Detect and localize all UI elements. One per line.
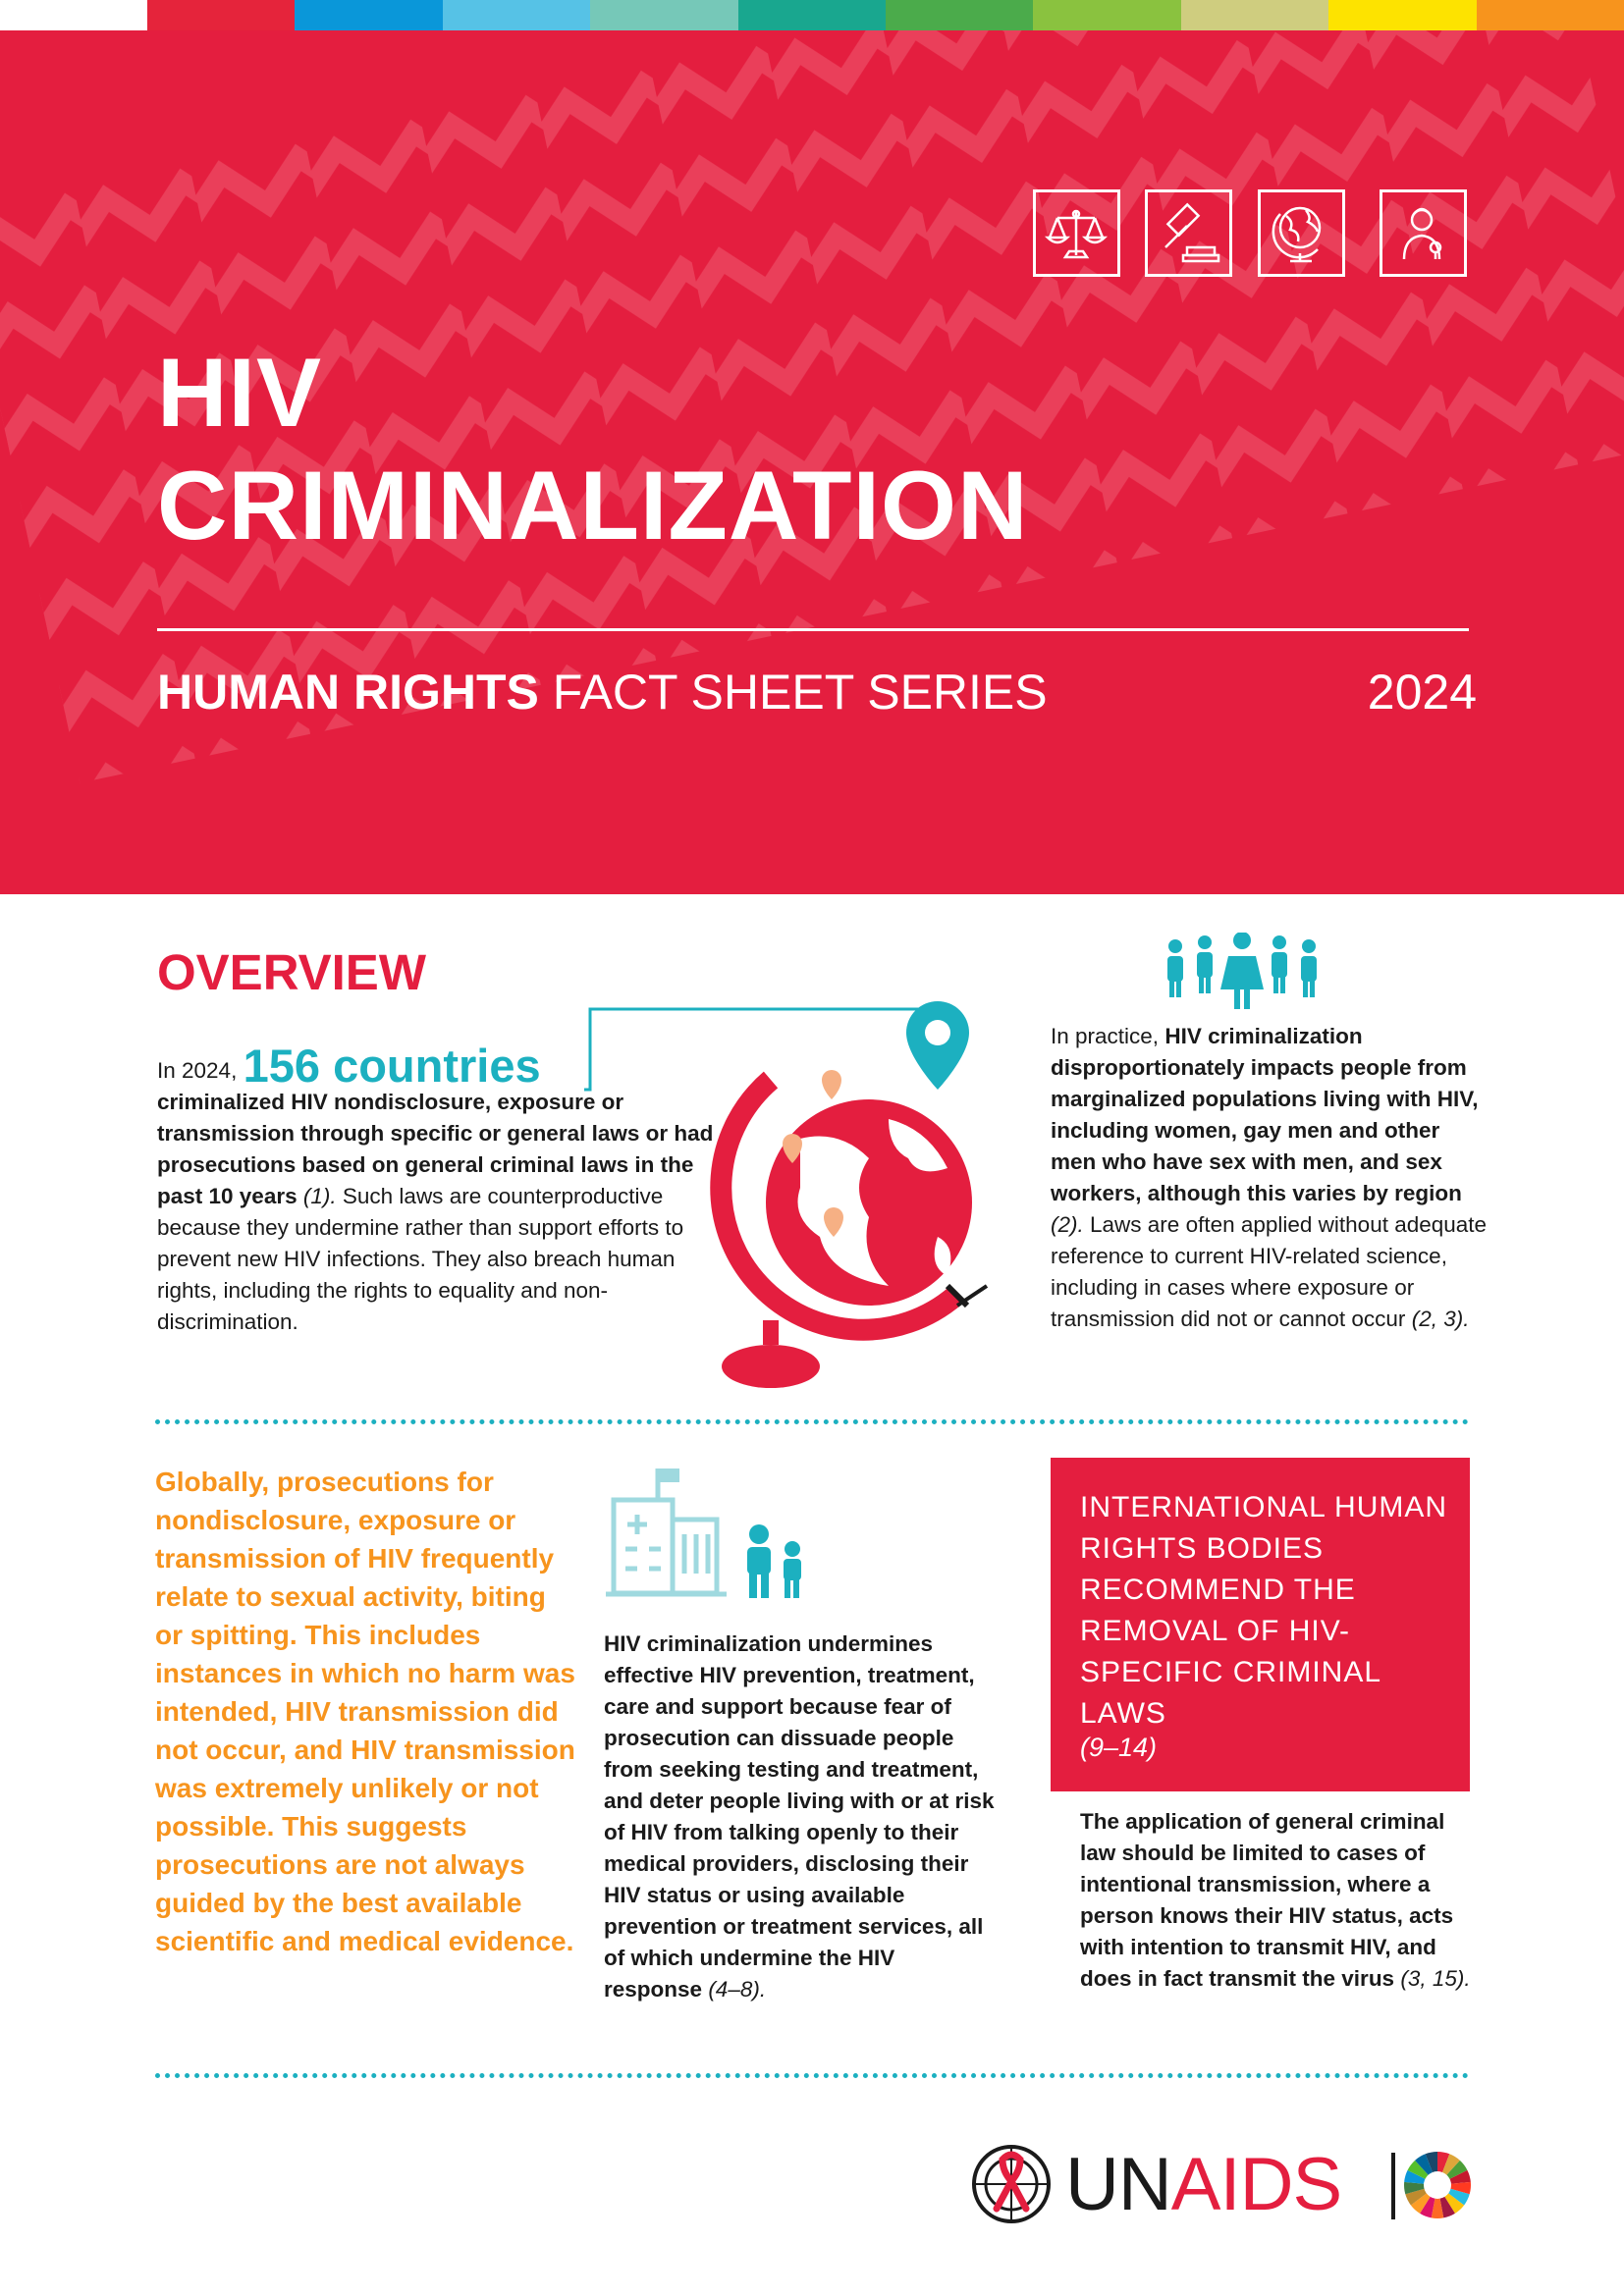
person-icon: [1380, 189, 1467, 277]
series-label-light: FACT SHEET SERIES: [538, 665, 1048, 720]
recommend-text: The application of general criminal law should be limited to cases of intentional transmission, where a person knows their HIV status, acts with intention to transmit HIV, and does in fact transmit the virus: [1080, 1809, 1454, 1991]
connector-line: [584, 1009, 923, 1090]
gavel-icon: [1145, 189, 1232, 277]
globally-callout: Globally, prosecutions for nondisclosure, exposure or transmission of HIV frequently relate to sexual activity, biting or spitting. This includes instances in which no harm was intended, HIV transmission did not occur, and HIV transmission was extremely unlikely or not possible. This suggests prosecutions are not always guided by the best available scientific and medical evidence.: [155, 1467, 575, 1956]
stripe-segment: [738, 0, 886, 30]
practice-rest: Laws are often applied without adequate reference to current HIV-related science, including in cases where exposure or transmission did not or cannot occur: [1051, 1212, 1488, 1331]
unaids-logo-text: [1065, 2143, 1342, 2226]
sdg-wheel-icon: [1402, 2150, 1473, 2220]
overview-heading: OVERVIEW: [157, 944, 426, 1000]
practice-bold: HIV criminalization disproportionately impacts people from marginalized populations living with HIV, including women, gay men and other men who have sex with men, and sex workers, although this varies by region: [1051, 1024, 1479, 1205]
globe-illustration: [574, 991, 1036, 1404]
dotted-divider-bottom: [155, 2073, 1469, 2078]
page-title-line2: CRIMINALIZATION: [157, 451, 1029, 560]
stripe-segment: [1033, 0, 1180, 30]
stripe-segment: [1181, 0, 1328, 30]
stripe-segment: [886, 0, 1033, 30]
map-pin-icon: [906, 1001, 969, 1090]
practice-cite2: (2, 3).: [1411, 1307, 1470, 1331]
stripe-segment: [1477, 0, 1624, 30]
people-group-icon: [1164, 933, 1321, 1011]
dotted-divider: [155, 1419, 1469, 1424]
series-label: [157, 665, 1048, 720]
scales-of-justice-icon: [1033, 189, 1120, 277]
year-label: 2024: [1367, 665, 1477, 720]
practice-cite1: (2).: [1051, 1212, 1084, 1237]
countries-count: 156 countries: [243, 1040, 541, 1092]
logo-aids: AIDS: [1170, 2143, 1342, 2226]
undermines-text: HIV criminalization undermines effective HIV prevention, treatment, care and support because fear of prosecution can dissuade people from seeking testing and treatment, and deter people living with or at risk of HIV from talking openly to their medical providers, disclosing their HIV status or using available prevention or treatment services, all of which undermine the HIV response: [604, 1631, 995, 2002]
recommend-cite: (3, 15).: [1400, 1966, 1471, 1991]
intro-rest: Such laws are counterproductive because they undermine rather than support efforts to prevent new HIV infections. They also breach human rights, including the rights to equality and non-discrimination.: [157, 1184, 684, 1334]
recommend-box-text: INTERNATIONAL HUMAN RIGHTS BODIES RECOMMEND THE REMOVAL OF HIV-SPECIFIC CRIMINAL LAWS: [1080, 1491, 1448, 1730]
logo-divider: [1391, 2153, 1395, 2219]
intro-bold: criminalized HIV nondisclosure, exposure or transmission through specific or general laws or had prosecutions based on general criminal laws in the past 10 years: [157, 1090, 714, 1208]
stripe-segment: [147, 0, 295, 30]
intro-prefix: In 2024,: [157, 1058, 238, 1083]
series-label-bold: HUMAN RIGHTS: [157, 665, 539, 720]
undermines-paragraph: [604, 1629, 997, 2005]
hero-divider: [157, 628, 1469, 631]
color-stripe-bar: [147, 0, 1624, 30]
practice-prefix: In practice,: [1051, 1024, 1160, 1048]
globe-icon: [721, 1080, 987, 1388]
intro-cite: (1).: [302, 1184, 337, 1208]
recommend-box-cite: (9–14): [1080, 1733, 1158, 1762]
practice-paragraph: [1051, 1021, 1488, 1335]
hospital-family-icon: [604, 1461, 820, 1603]
globe-icon: [1258, 189, 1345, 277]
page-title-line1: HIV: [157, 338, 323, 447]
undermines-cite: (4–8).: [708, 1977, 767, 2002]
stripe-segment: [443, 0, 590, 30]
logo-un: UN: [1065, 2143, 1171, 2226]
stripe-segment: [295, 0, 442, 30]
stripe-segment: [1328, 0, 1476, 30]
stripe-segment: [590, 0, 737, 30]
recommend-paragraph: [1080, 1806, 1473, 1995]
un-emblem-icon: [967, 2140, 1056, 2228]
